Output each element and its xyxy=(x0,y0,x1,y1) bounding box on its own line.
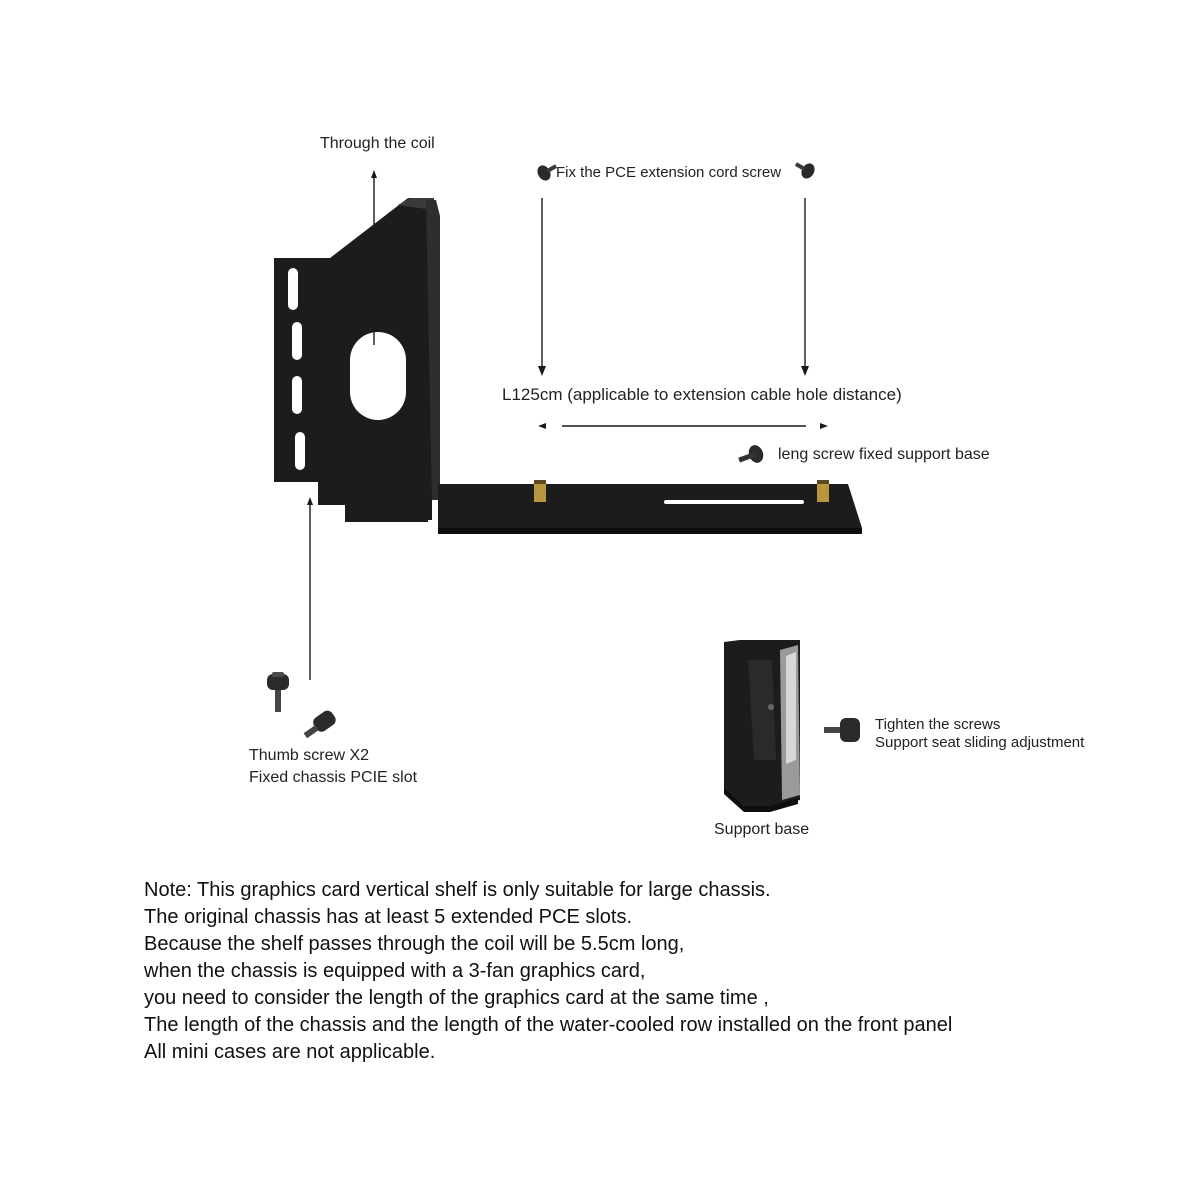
label-leng-screw: leng screw fixed support base xyxy=(778,446,990,463)
label-tighten-line1: Tighten the screws xyxy=(875,716,1001,733)
brass-standoff-left xyxy=(534,482,546,502)
plate-slot-1 xyxy=(288,268,298,310)
thumb-screw-icon-1 xyxy=(267,672,289,712)
plate-slot-2 xyxy=(292,322,302,360)
base-slide-slot xyxy=(664,500,804,504)
label-support-base: Support base xyxy=(714,821,810,838)
note-block xyxy=(144,877,952,1066)
note-line: The original chassis has at least 5 extended PCE slots. xyxy=(144,906,633,928)
label-thumb-screw-line1: Thumb screw X2 xyxy=(249,747,370,764)
label-tighten-line2: Support seat sliding adjustment xyxy=(875,734,1085,751)
screw-icon-fix-right xyxy=(792,157,817,181)
label-fix-screw: Fix the PCE extension cord screw xyxy=(556,164,782,181)
thumb-screw-icon-tighten xyxy=(824,718,860,742)
support-base-part xyxy=(724,640,800,812)
plate-slot-4 xyxy=(295,432,305,470)
note-line: Because the shelf passes through the coil will be 5.5cm long, xyxy=(144,933,685,955)
note-line: you need to consider the length of the graphics card at the same time , xyxy=(144,987,769,1009)
screw-icon-leng xyxy=(736,443,766,468)
label-through-coil: Through the coil xyxy=(320,135,435,152)
label-distance: L125cm (applicable to extension cable hole distance) xyxy=(502,385,902,404)
brass-standoff-right xyxy=(817,482,829,502)
vertical-bracket-plate xyxy=(274,198,440,522)
coil-pass-hole xyxy=(350,332,406,420)
distance-arrow-right xyxy=(820,423,828,429)
note-line: Note: This graphics card vertical shelf is only suitable for large chassis. xyxy=(144,879,771,901)
note-line: The length of the chassis and the length of the water-cooled row installed on the front panel xyxy=(144,1014,953,1036)
note-line: when the chassis is equipped with a 3-fan graphics card, xyxy=(144,960,646,982)
horizontal-base-plate xyxy=(438,480,862,534)
thumb-screw-icon-2 xyxy=(300,708,338,741)
label-thumb-screw-line2: Fixed chassis PCIE slot xyxy=(249,769,418,786)
plate-slot-3 xyxy=(292,376,302,414)
note-line: All mini cases are not applicable. xyxy=(144,1041,436,1063)
distance-arrow-left xyxy=(538,423,546,429)
